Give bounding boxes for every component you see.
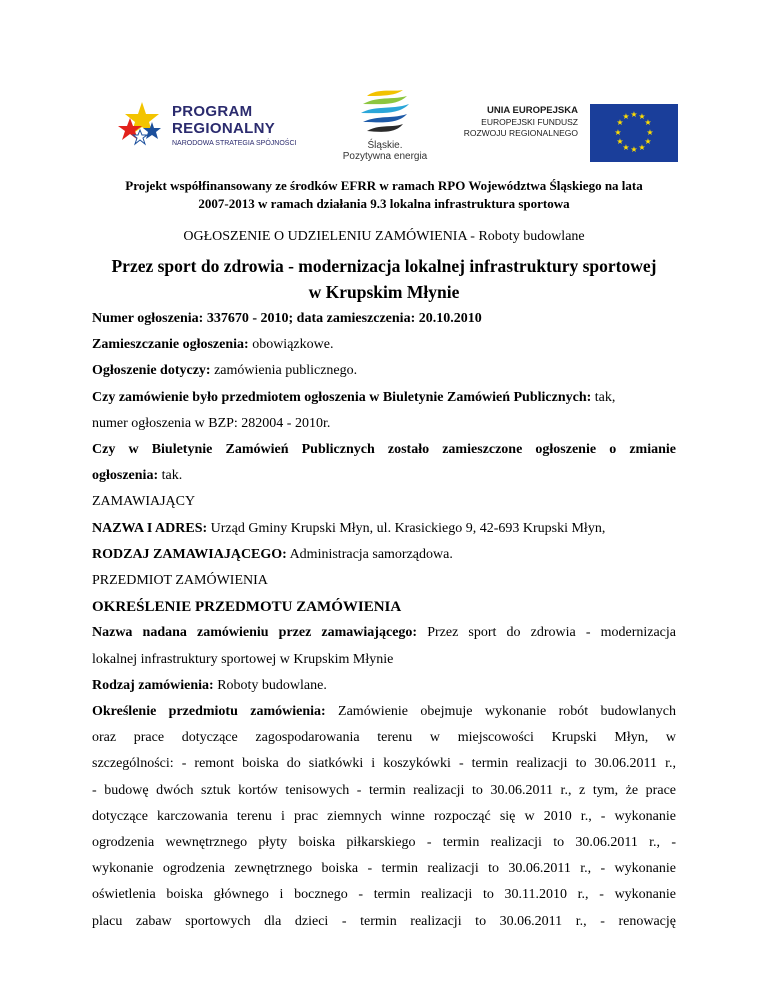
title-line1: Przez sport do zdrowia - modernizacja lokalnej infrastruktury sportowej <box>111 256 657 276</box>
slaskie-name: Śląskie. <box>367 140 403 151</box>
field-label: NAZWA I ADRES: <box>92 520 208 536</box>
slaskie-logo <box>340 88 430 168</box>
field-przedmiot <box>92 699 676 725</box>
eu-stars-icon <box>590 104 678 162</box>
section-przedmiot: PRZEDMIOT ZAMÓWIENIA <box>92 573 268 589</box>
field-label: Zamieszczanie ogłoszenia: <box>92 337 249 353</box>
field-label: Ogłoszenie dotyczy: <box>92 363 211 379</box>
field-value: Roboty budowlane. <box>213 677 327 693</box>
field-value: Zamówienie obejmuje wykonanie robót budowlanych <box>325 704 676 720</box>
program-regionalny-logo <box>116 98 336 158</box>
field-rodzaj-zamawiajacego <box>92 542 676 568</box>
eu-logo <box>463 104 678 154</box>
field-nazwa-nadana <box>92 620 676 646</box>
project-intro <box>92 177 676 213</box>
field-zamieszczanie <box>92 332 676 358</box>
intro-line1: Projekt współfinansowany ze środków EFRR w ramach RPO Województwa Śląskiego na lata <box>125 178 643 193</box>
przedmiot-line: oraz prace dotyczące zagospodarowania terenu w miejscowości Krupski Młyn, w <box>92 730 676 746</box>
slaskie-tagline: Pozytywna energia <box>342 151 428 162</box>
logo-bar <box>0 88 768 170</box>
svg-text:★: ★ <box>646 128 654 137</box>
field-label: ogłoszenia: <box>92 468 159 484</box>
field-rodzaj <box>92 673 676 699</box>
field-label: Rodzaj zamówienia: <box>92 677 214 693</box>
przedmiot-line: - budowę dwóch sztuk kortów tenisowych - termin realizacji to 30.06.2011 r., z tym, że prace <box>92 782 676 798</box>
przedmiot-line: placu zabaw sportowych dla dzieci - termin realizacji to 30.06.2011 r., - renowację <box>92 913 676 929</box>
okreslenie-heading: OKREŚLENIE PRZEDMOTU ZAMÓWIENIA <box>92 599 402 616</box>
eu-flag <box>590 104 678 162</box>
field-zmiana <box>92 463 676 489</box>
section-zamawiajacy: ZAMAWIAJĄCY <box>92 494 196 510</box>
title-line2: w Krupskim Młynie <box>308 282 460 302</box>
notice-subtitle: OGŁOSZENIE O UDZIELENIU ZAMÓWIENIA - Roboty budowlane <box>183 229 585 244</box>
stars-icon <box>116 98 168 150</box>
przedmiot-line: oświetlenia boiska głównego i bocznego - termin realizacji to 30.11.2010 r., - wykonanie <box>92 887 676 903</box>
field-nazwa-nadana-cont: lokalnej infrastruktury sportowej w Krupskim Młynie <box>92 651 394 667</box>
eu-line3: ROZWOJU REGIONALNEGO <box>463 128 578 138</box>
field-nazwa <box>92 516 676 542</box>
eu-line2: EUROPEJSKI FUNDUSZ <box>481 117 578 127</box>
program-line1: PROGRAM <box>172 103 253 120</box>
svg-text:★: ★ <box>644 137 652 146</box>
field-value: Urząd Gminy Krupski Młyn, ul. Krasickiego 9, 42-693 Krupski Młyn, <box>207 520 606 536</box>
field-label: RODZAJ ZAMAWIAJĄCEGO: <box>92 546 287 562</box>
notice-fields <box>92 306 676 935</box>
przedmiot-line: szczególności: - remont boiska do siatkówki i koszykówki - termin realizacji to 30.06.2011 r., <box>92 756 676 772</box>
svg-text:★: ★ <box>622 143 630 152</box>
svg-text:★: ★ <box>616 118 624 127</box>
field-value: zamówienia publicznego. <box>210 363 358 379</box>
program-line3: NARODOWA STRATEGIA SPÓJNOŚCI <box>172 140 297 147</box>
field-label: Nazwa nadana zamówieniu przez zamawiającego: <box>92 625 418 641</box>
svg-text:★: ★ <box>616 137 624 146</box>
intro-line2: 2007-2013 w ramach działania 9.3 lokalna infrastruktura sportowa <box>198 196 570 211</box>
field-bzp <box>92 385 676 411</box>
notice-number: Numer ogłoszenia: 337670 - 2010; data zamieszczenia: 20.10.2010 <box>92 311 482 326</box>
page-title <box>92 253 676 305</box>
eu-line1: UNIA EUROPEJSKA <box>487 105 578 116</box>
field-value: Przez sport do zdrowia - modernizacja <box>417 625 676 641</box>
eu-text <box>464 104 578 139</box>
field-label: Określenie przedmiotu zamówienia: <box>92 704 326 720</box>
przedmiot-line: wykonanie ogrodzenia zewnętrznego boiska - termin realizacji to 30.06.2011 r., - wykonanie <box>92 861 676 877</box>
field-label: Czy zamówienie było przedmiotem ogłoszenia w Biuletynie Zamówień Publicznych: <box>92 389 592 405</box>
field-value: tak, <box>591 389 616 405</box>
svg-text:★: ★ <box>638 112 646 121</box>
field-value: tak. <box>158 468 183 484</box>
field-dotyczy <box>92 358 676 384</box>
field-bzp-number: numer ogłoszenia w BZP: 282004 - 2010r. <box>92 415 331 431</box>
field-value: Administracja samorządowa. <box>286 546 453 562</box>
przedmiot-line: dotyczące karczowania terenu i prac ziemnych winne rozpocząć się w 2010 r., - wykonanie <box>92 808 676 824</box>
field-zmiana-label: Czy w Biuletynie Zamówień Publicznych zostało zamieszczone ogłoszenie o zmianie <box>92 442 676 458</box>
field-value: obowiązkowe. <box>248 337 334 353</box>
slaskie-wave-icon <box>357 88 413 140</box>
svg-text:★: ★ <box>630 110 638 119</box>
svg-text:★: ★ <box>622 112 630 121</box>
svg-text:★: ★ <box>614 128 622 137</box>
przedmiot-line: ogrodzenia wewnętrznego płyty boiska piłkarskiego - termin realizacji to 30.06.2011 r., - <box>92 835 676 851</box>
svg-text:★: ★ <box>630 145 638 154</box>
program-line2: REGIONALNY <box>172 120 276 137</box>
svg-text:★: ★ <box>638 143 646 152</box>
svg-text:★: ★ <box>644 118 652 127</box>
